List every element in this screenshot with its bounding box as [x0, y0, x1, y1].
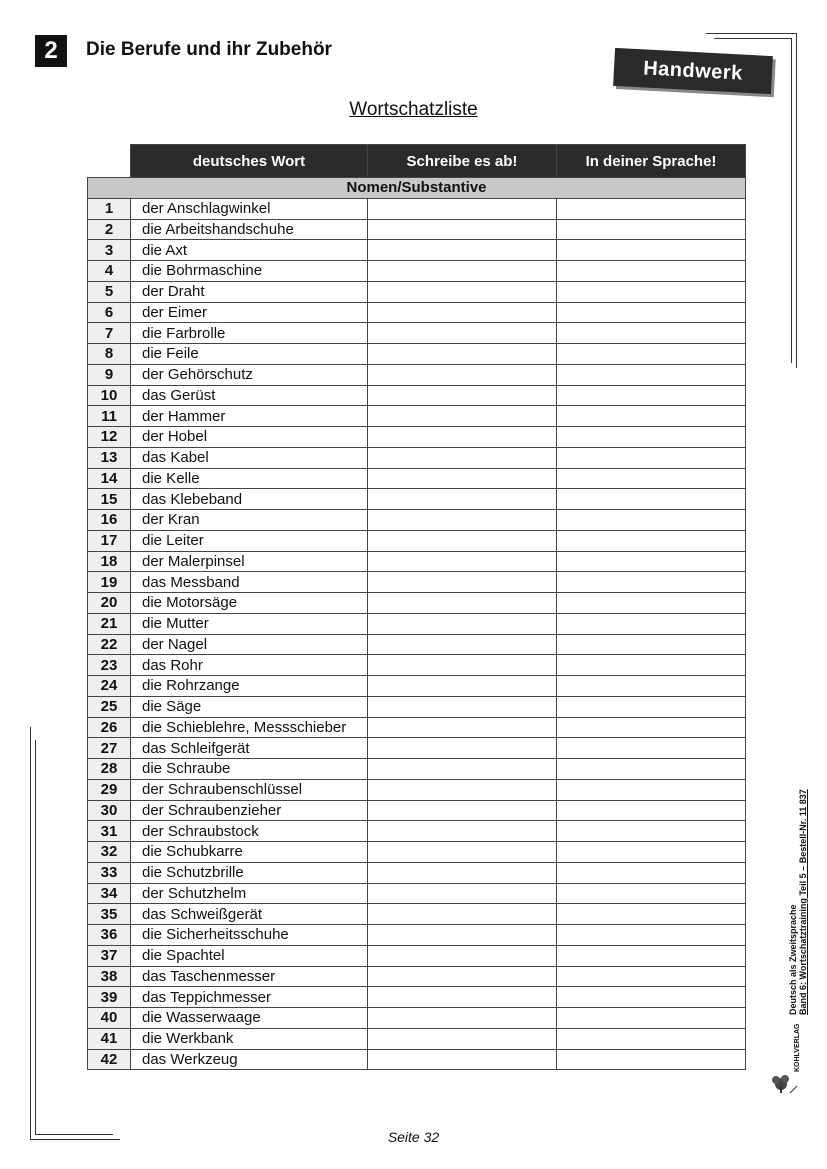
german-word: die Rohrzange — [131, 676, 368, 697]
copy-cell[interactable] — [368, 510, 557, 531]
copy-cell[interactable] — [368, 385, 557, 406]
row-number: 32 — [88, 842, 131, 863]
row-number: 25 — [88, 696, 131, 717]
row-number: 15 — [88, 489, 131, 510]
column-header-word: deutsches Wort — [131, 145, 368, 178]
row-number: 34 — [88, 883, 131, 904]
header-blank-cell — [88, 145, 131, 178]
german-word: das Kabel — [131, 447, 368, 468]
translation-cell[interactable] — [557, 925, 746, 946]
copy-cell[interactable] — [368, 530, 557, 551]
copy-cell[interactable] — [368, 219, 557, 240]
table-row — [88, 427, 746, 448]
translation-cell[interactable] — [557, 1008, 746, 1029]
table-row — [88, 530, 746, 551]
row-number: 31 — [88, 821, 131, 842]
copy-cell[interactable] — [368, 966, 557, 987]
row-number: 33 — [88, 862, 131, 883]
row-number: 2 — [88, 219, 131, 240]
table-row — [88, 904, 746, 925]
copy-cell[interactable] — [368, 800, 557, 821]
german-word: das Klebeband — [131, 489, 368, 510]
row-number: 17 — [88, 530, 131, 551]
german-word: das Taschenmesser — [131, 966, 368, 987]
translation-cell[interactable] — [557, 987, 746, 1008]
copy-cell[interactable] — [368, 240, 557, 261]
translation-cell[interactable] — [557, 240, 746, 261]
german-word: die Feile — [131, 344, 368, 365]
copy-cell[interactable] — [368, 261, 557, 282]
translation-cell[interactable] — [557, 219, 746, 240]
translation-cell[interactable] — [557, 883, 746, 904]
translation-cell[interactable] — [557, 966, 746, 987]
row-number: 22 — [88, 634, 131, 655]
copy-cell[interactable] — [368, 1049, 557, 1070]
german-word: die Farbrolle — [131, 323, 368, 344]
german-word: das Teppichmesser — [131, 987, 368, 1008]
german-word: der Kran — [131, 510, 368, 531]
copy-cell[interactable] — [368, 987, 557, 1008]
translation-cell[interactable] — [557, 323, 746, 344]
copy-cell[interactable] — [368, 655, 557, 676]
translation-cell[interactable] — [557, 468, 746, 489]
copy-cell[interactable] — [368, 364, 557, 385]
table-row — [88, 406, 746, 427]
german-word: der Schraubenschlüssel — [131, 779, 368, 800]
copy-cell[interactable] — [368, 1028, 557, 1049]
german-word: die Säge — [131, 696, 368, 717]
german-word: die Kelle — [131, 468, 368, 489]
translation-cell[interactable] — [557, 676, 746, 697]
table-row — [88, 1028, 746, 1049]
german-word: die Axt — [131, 240, 368, 261]
table-row — [88, 489, 746, 510]
row-number: 12 — [88, 427, 131, 448]
row-number: 21 — [88, 613, 131, 634]
translation-cell[interactable] — [557, 655, 746, 676]
translation-cell[interactable] — [557, 613, 746, 634]
german-word: die Motorsäge — [131, 593, 368, 614]
row-number: 24 — [88, 676, 131, 697]
sheet-title: Wortschatzliste — [349, 99, 478, 120]
table-row — [88, 759, 746, 780]
table-row — [88, 925, 746, 946]
row-number: 29 — [88, 779, 131, 800]
translation-cell[interactable] — [557, 364, 746, 385]
page-number: Seite 32 — [387, 1129, 440, 1145]
row-number: 20 — [88, 593, 131, 614]
row-number: 38 — [88, 966, 131, 987]
table-row — [88, 281, 746, 302]
copy-cell[interactable] — [368, 883, 557, 904]
table-row — [88, 302, 746, 323]
table-row — [88, 323, 746, 344]
column-header-copy: Schreibe es ab! — [368, 145, 557, 178]
copy-cell[interactable] — [368, 302, 557, 323]
german-word: der Eimer — [131, 302, 368, 323]
copy-cell[interactable] — [368, 572, 557, 593]
row-number: 27 — [88, 738, 131, 759]
copy-cell[interactable] — [368, 676, 557, 697]
category-badge — [613, 48, 773, 94]
chapter-title: Die Berufe und ihr Zubehör — [86, 39, 332, 60]
frame-line-left-vertical — [30, 727, 31, 1140]
frame-line-left-vertical-inner — [35, 740, 36, 1135]
copy-cell[interactable] — [368, 344, 557, 365]
row-number: 5 — [88, 281, 131, 302]
translation-cell[interactable] — [557, 281, 746, 302]
table-row — [88, 696, 746, 717]
copy-cell[interactable] — [368, 551, 557, 572]
table-row — [88, 945, 746, 966]
row-number: 30 — [88, 800, 131, 821]
row-number: 18 — [88, 551, 131, 572]
table-row — [88, 987, 746, 1008]
table-row — [88, 385, 746, 406]
copy-cell[interactable] — [368, 406, 557, 427]
row-number: 14 — [88, 468, 131, 489]
row-number: 10 — [88, 385, 131, 406]
row-number: 41 — [88, 1028, 131, 1049]
copy-cell[interactable] — [368, 613, 557, 634]
table-row — [88, 779, 746, 800]
german-word: die Spachtel — [131, 945, 368, 966]
translation-cell[interactable] — [557, 862, 746, 883]
category-badge-label: Handwerk — [642, 57, 744, 85]
frame-line-right-vertical-inner — [791, 38, 792, 363]
german-word: der Hammer — [131, 406, 368, 427]
table-row — [88, 842, 746, 863]
chapter-number: 2 — [35, 35, 67, 67]
translation-cell[interactable] — [557, 447, 746, 468]
translation-cell[interactable] — [557, 779, 746, 800]
copy-cell[interactable] — [368, 779, 557, 800]
table-row — [88, 613, 746, 634]
german-word: die Sicherheitsschuhe — [131, 925, 368, 946]
copy-cell[interactable] — [368, 738, 557, 759]
row-number: 11 — [88, 406, 131, 427]
table-row — [88, 676, 746, 697]
translation-cell[interactable] — [557, 530, 746, 551]
table-row — [88, 800, 746, 821]
table-row — [88, 1049, 746, 1070]
translation-cell[interactable] — [557, 385, 746, 406]
table-row — [88, 447, 746, 468]
table-row — [88, 198, 746, 219]
table-header-row — [88, 145, 746, 178]
row-number: 1 — [88, 198, 131, 219]
german-word: der Schutzhelm — [131, 883, 368, 904]
german-word: die Mutter — [131, 613, 368, 634]
translation-cell[interactable] — [557, 1049, 746, 1070]
german-word: das Gerüst — [131, 385, 368, 406]
row-number: 9 — [88, 364, 131, 385]
german-word: die Schieblehre, Messschieber — [131, 717, 368, 738]
translation-cell[interactable] — [557, 759, 746, 780]
translation-cell[interactable] — [557, 510, 746, 531]
translation-cell[interactable] — [557, 696, 746, 717]
german-word: der Schraubenzieher — [131, 800, 368, 821]
translation-cell[interactable] — [557, 406, 746, 427]
copy-cell[interactable] — [368, 717, 557, 738]
translation-cell[interactable] — [557, 904, 746, 925]
copy-cell[interactable] — [368, 489, 557, 510]
translation-cell[interactable] — [557, 800, 746, 821]
german-word: die Werkbank — [131, 1028, 368, 1049]
series-info-line1: Deutsch als Zweitsprache — [788, 904, 798, 1015]
copy-cell[interactable] — [368, 468, 557, 489]
translation-cell[interactable] — [557, 261, 746, 282]
german-word: der Anschlagwinkel — [131, 198, 368, 219]
table-row — [88, 717, 746, 738]
german-word: der Nagel — [131, 634, 368, 655]
german-word: die Schutzbrille — [131, 862, 368, 883]
row-number: 4 — [88, 261, 131, 282]
copy-cell[interactable] — [368, 634, 557, 655]
table-row — [88, 966, 746, 987]
german-word: das Werkzeug — [131, 1049, 368, 1070]
row-number: 19 — [88, 572, 131, 593]
table-row — [88, 655, 746, 676]
german-word: das Rohr — [131, 655, 368, 676]
copy-cell[interactable] — [368, 821, 557, 842]
translation-cell[interactable] — [557, 945, 746, 966]
copy-cell[interactable] — [368, 447, 557, 468]
table-row — [88, 821, 746, 842]
table-row — [88, 261, 746, 282]
translation-cell[interactable] — [557, 738, 746, 759]
publisher-name: KOHLVERLAG — [794, 1023, 801, 1072]
section-row — [88, 178, 746, 199]
row-number: 36 — [88, 925, 131, 946]
copy-cell[interactable] — [368, 945, 557, 966]
row-number: 8 — [88, 344, 131, 365]
table-row — [88, 862, 746, 883]
table-row — [88, 468, 746, 489]
copy-cell[interactable] — [368, 198, 557, 219]
german-word: die Schraube — [131, 759, 368, 780]
table-row — [88, 593, 746, 614]
series-info — [788, 789, 808, 1015]
translation-cell[interactable] — [557, 821, 746, 842]
frame-line-top-right-inner — [714, 38, 792, 39]
table-row — [88, 1008, 746, 1029]
table-row — [88, 572, 746, 593]
table-row — [88, 738, 746, 759]
copy-cell[interactable] — [368, 842, 557, 863]
copy-cell[interactable] — [368, 862, 557, 883]
german-word: die Bohrmaschine — [131, 261, 368, 282]
frame-line-right-vertical — [796, 33, 797, 368]
row-number: 23 — [88, 655, 131, 676]
table-row — [88, 551, 746, 572]
table-row — [88, 240, 746, 261]
series-info-line2: Band 6: Wortschatztraining Teil 5 – Bestell-Nr. 11 837 — [798, 789, 808, 1015]
translation-cell[interactable] — [557, 551, 746, 572]
row-number: 13 — [88, 447, 131, 468]
german-word: der Schraubstock — [131, 821, 368, 842]
row-number: 42 — [88, 1049, 131, 1070]
row-number: 7 — [88, 323, 131, 344]
row-number: 28 — [88, 759, 131, 780]
table-row — [88, 634, 746, 655]
translation-cell[interactable] — [557, 717, 746, 738]
german-word: der Hobel — [131, 427, 368, 448]
german-word: das Schweißgerät — [131, 904, 368, 925]
frame-line-top-right — [706, 33, 796, 34]
vocabulary-table — [87, 144, 746, 1070]
row-number: 16 — [88, 510, 131, 531]
copy-cell[interactable] — [368, 925, 557, 946]
row-number: 35 — [88, 904, 131, 925]
german-word: der Gehörschutz — [131, 364, 368, 385]
german-word: der Draht — [131, 281, 368, 302]
row-number: 40 — [88, 1008, 131, 1029]
translation-cell[interactable] — [557, 489, 746, 510]
translation-cell[interactable] — [557, 842, 746, 863]
table-row — [88, 219, 746, 240]
copy-cell[interactable] — [368, 696, 557, 717]
translation-cell[interactable] — [557, 593, 746, 614]
german-word: das Schleifgerät — [131, 738, 368, 759]
translation-cell[interactable] — [557, 634, 746, 655]
german-word: die Arbeitshandschuhe — [131, 219, 368, 240]
copy-cell[interactable] — [368, 759, 557, 780]
german-word: die Wasserwaage — [131, 1008, 368, 1029]
row-number: 39 — [88, 987, 131, 1008]
translation-cell[interactable] — [557, 1028, 746, 1049]
copy-cell[interactable] — [368, 1008, 557, 1029]
table-row — [88, 364, 746, 385]
row-number: 37 — [88, 945, 131, 966]
copy-cell[interactable] — [368, 593, 557, 614]
copy-cell[interactable] — [368, 904, 557, 925]
row-number: 3 — [88, 240, 131, 261]
translation-cell[interactable] — [557, 344, 746, 365]
copy-cell[interactable] — [368, 323, 557, 344]
translation-cell[interactable] — [557, 572, 746, 593]
section-label: Nomen/Substantive — [88, 178, 746, 199]
translation-cell[interactable] — [557, 427, 746, 448]
table-row — [88, 883, 746, 904]
row-number: 6 — [88, 302, 131, 323]
table-row — [88, 510, 746, 531]
column-header-translation: In deiner Sprache! — [557, 145, 746, 178]
copy-cell[interactable] — [368, 427, 557, 448]
translation-cell[interactable] — [557, 302, 746, 323]
copy-cell[interactable] — [368, 281, 557, 302]
table-row — [88, 344, 746, 365]
german-word: die Leiter — [131, 530, 368, 551]
german-word: der Malerpinsel — [131, 551, 368, 572]
german-word: das Messband — [131, 572, 368, 593]
translation-cell[interactable] — [557, 198, 746, 219]
row-number: 26 — [88, 717, 131, 738]
german-word: die Schubkarre — [131, 842, 368, 863]
